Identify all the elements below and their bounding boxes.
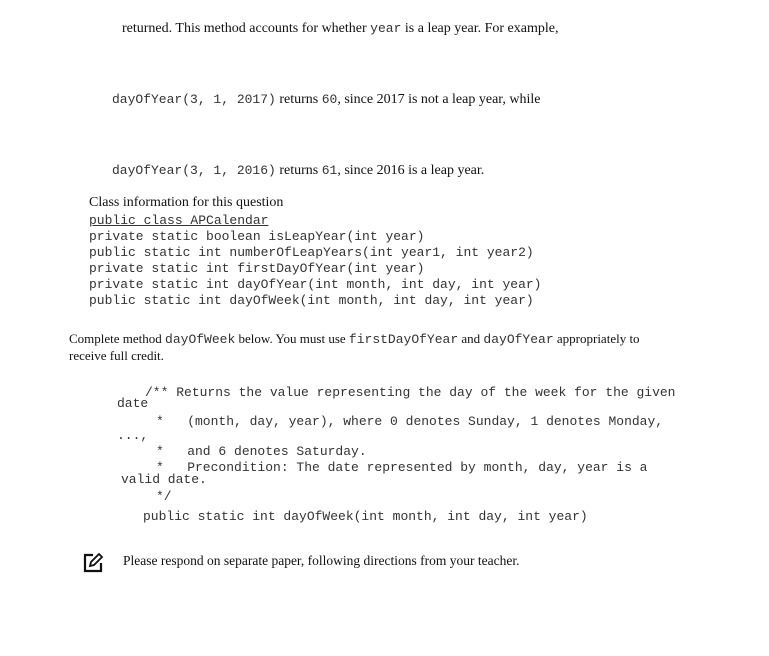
example-2 [112, 163, 484, 179]
response-instruction: Please respond on separate paper, following directions from your teacher. [123, 553, 520, 568]
text: returned. This method accounts for whether [122, 21, 371, 36]
code-inline: year [370, 21, 402, 36]
text: , since 2016 is a leap year. [337, 163, 485, 178]
code-line: */ [156, 489, 172, 504]
text: Complete method [69, 331, 166, 346]
text: , since 2017 is not a leap year, while [337, 92, 541, 107]
code-line: valid date. [121, 472, 207, 487]
intro-line [122, 21, 558, 37]
instructions [69, 331, 640, 347]
method-signature: private static boolean isLeapYear(int year) [89, 229, 425, 244]
code-inline: 60 [321, 92, 338, 107]
text: appropriately to [553, 331, 640, 346]
class-info-heading: Class information for this question [89, 195, 284, 210]
code-inline: 61 [321, 163, 338, 178]
example-1 [112, 92, 541, 108]
edit-icon [82, 552, 104, 574]
class-declaration: public class APCalendar [89, 213, 269, 228]
code-inline: firstDayOfYear [348, 332, 459, 347]
code-line: ..., [117, 428, 149, 443]
code-inline: dayOfWeek [165, 332, 236, 347]
text: returns [275, 92, 322, 107]
text: below. You must use [235, 331, 349, 346]
code-line: * (month, day, year), where 0 denotes Sunday, 1 denotes Monday, [156, 414, 664, 429]
text: and [458, 331, 484, 346]
code-line: date [117, 396, 149, 411]
text: returns [275, 163, 322, 178]
code-line: * Precondition: The date represented by month, day, year is a [156, 460, 648, 475]
code-line: * and 6 denotes Saturday. [156, 444, 367, 459]
method-signature: public static int dayOfWeek(int month, int day, int year) [89, 293, 534, 308]
method-signature: private static int dayOfYear(int month, int day, int year) [89, 277, 542, 292]
method-signature: private static int firstDayOfYear(int year) [89, 261, 425, 276]
code-line: /** Returns the value representing the day of the week for the given [145, 385, 676, 400]
code-inline: dayOfYear [483, 332, 554, 347]
code-inline: dayOfYear(3, 1, 2017) [112, 92, 276, 107]
code-inline: dayOfYear(3, 1, 2016) [112, 163, 276, 178]
method-signature: public static int numberOfLeapYears(int year1, int year2) [89, 245, 534, 260]
text: is a leap year. For example, [401, 21, 559, 36]
code-line: public static int dayOfWeek(int month, int day, int year) [143, 509, 588, 524]
instructions-line2: receive full credit. [69, 348, 164, 363]
